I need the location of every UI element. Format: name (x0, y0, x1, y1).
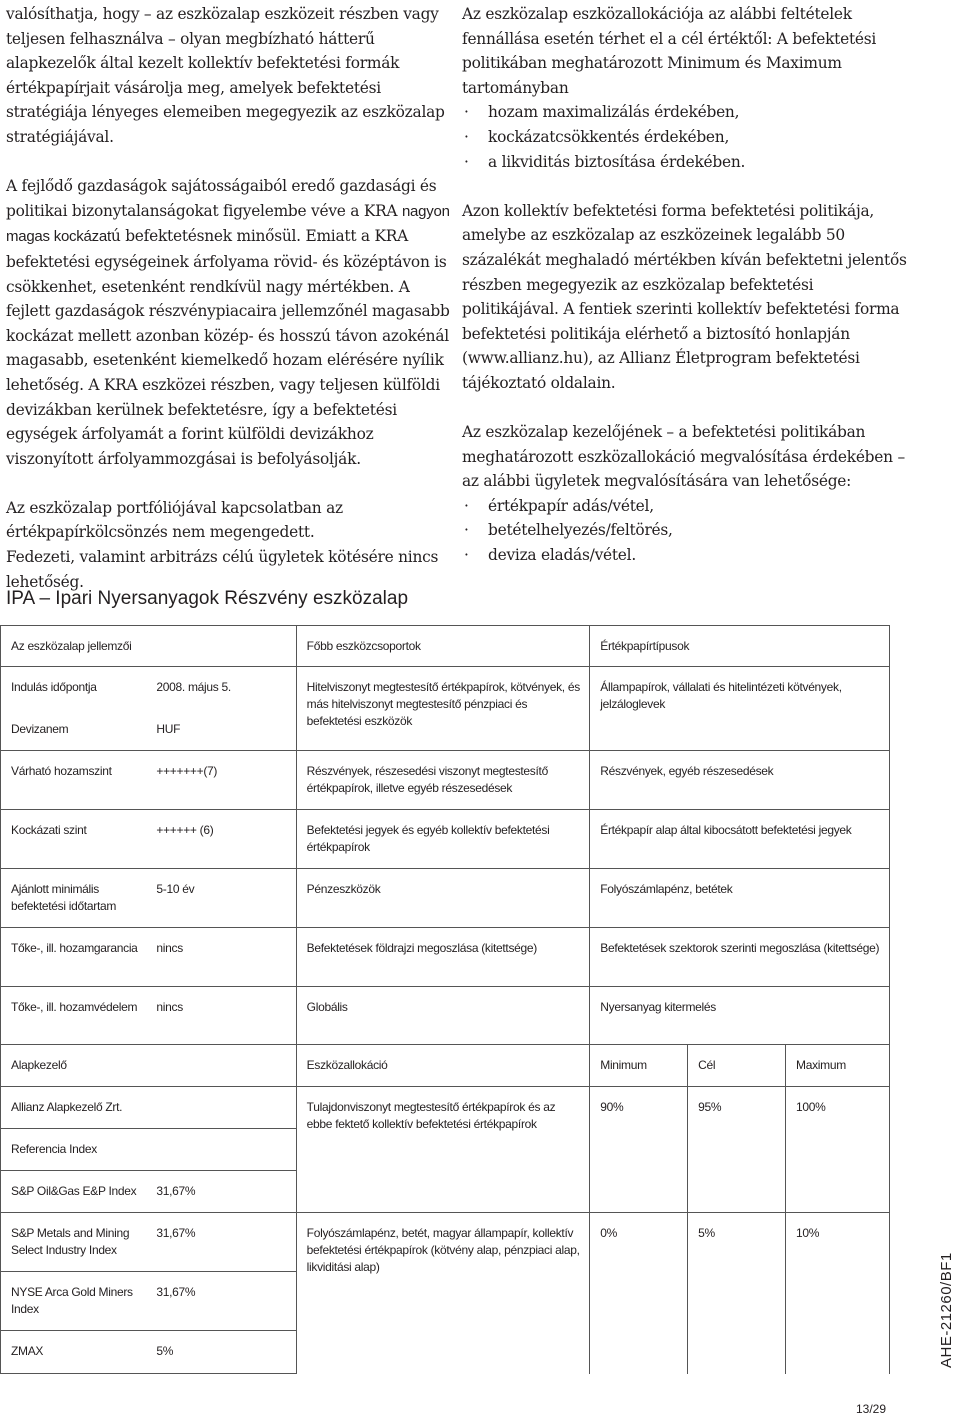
left-p2-emphasis: nagyon magas kockázat (6, 202, 450, 246)
table-cell: Globális (296, 987, 590, 1045)
page-number: 13/29 (856, 1402, 887, 1416)
header-cell: Eszközallokáció (296, 1045, 590, 1087)
left-paragraph-4: Fedezeti, valamint arbitrázs célú ügyletek kötésére nincs lehetőség. (6, 548, 439, 591)
table-row (1, 869, 890, 928)
section-title: IPA – Ipari Nyersanyagok Részvény eszközalap (6, 588, 409, 609)
table-cell: S&P Oil&Gas E&P Index (1, 1171, 147, 1213)
table-row (1, 928, 890, 987)
table-cell: 5% (146, 1331, 296, 1374)
list-item: · kockázatcsökkentés érdekében, (462, 125, 907, 150)
table-cell: Indulás időpontja (1, 667, 147, 709)
table-cell: Részvények, egyéb részesedések (590, 751, 890, 810)
table-cell: Hitelviszonyt megtestesítő értékpapírok, kötvények, és más hitelviszonyt megtestesítő pénzpiaci és befektetési eszközök (296, 667, 590, 751)
table-cell: 31,67% (146, 1213, 296, 1272)
table-cell: nincs (146, 987, 296, 1045)
table-cell: nincs (146, 928, 296, 987)
table-cell: Pénzeszközök (296, 869, 590, 928)
list-item: · betételhelyezés/feltörés, (462, 518, 907, 543)
header-cell: Az eszközalap jellemzői (1, 626, 297, 667)
table-cell: Értékpapír alap által kibocsátott befektetési jegyek (590, 810, 890, 869)
table-cell: 100% (786, 1087, 890, 1213)
left-paragraph-1: valósíthatja, hogy – az eszközalap eszközeit részben vagy teljesen felhasználva – olyan megbízható hátterű alapkezelők által kezelt kollektív befektetési formák értékpapírjait vásárolja meg, amelyek befektetési stratégiája lényeges elemeiben megegyezik az eszközalap stratégiájával. (6, 5, 445, 146)
table-cell: Tőke-, ill. hozamvédelem (1, 987, 147, 1045)
table-row (1, 987, 890, 1045)
table-cell: Nyersanyag kitermelés (590, 987, 890, 1045)
table-cell: Folyószámlapénz, betét, magyar állampapír, kollektív befektetési értékpapírok (kötvény alap, pénzpiaci alap, likviditási alap) (296, 1213, 590, 1374)
header-cell: Értékpapírtípusok (590, 626, 890, 667)
table-cell: +++++++(7) (146, 751, 296, 810)
table-cell: NYSE Arca Gold Miners Index (1, 1272, 147, 1331)
header-cell: Maximum (786, 1045, 890, 1087)
header-cell: Alapkezelő (1, 1045, 297, 1087)
table-cell: Folyószámlapénz, betétek (590, 869, 890, 928)
right-list-2 (462, 494, 907, 568)
table-cell: Befektetések földrajzi megoszlása (kitettsége) (296, 928, 590, 987)
right-paragraph-1: Az eszközalap eszközallokációja az alábbi feltételek fennállása esetén térhet el a cél értéktől: A befektetési politikában meghatározott Minimum és Maximum tartományban (462, 5, 877, 97)
table-cell: Allianz Alapkezelő Zrt. (1, 1087, 297, 1129)
fund-info-table (0, 625, 890, 1374)
table-row (1, 810, 890, 869)
table-row (1, 1045, 890, 1087)
table-cell: Részvények, részesedési viszonyt megtestesítő értékpapírok, illetve egyéb részesedések (296, 751, 590, 810)
list-item: · hozam maximalizálás érdekében, (462, 100, 907, 125)
table-cell: S&P Metals and Mining Select Industry Index (1, 1213, 147, 1272)
table-cell: Devizanem (1, 709, 147, 751)
left-p2-text-c: ú befektetésnek minősül. Emiatt a KRA befektetési egységeinek árfolyama rövid- és középtávon is csökkenhet, esetenként rendkívül nagy mértékben. A fejlett gazdaságok részvénypiacaira jellemzőnél magasabb kockázat mellett azonban közép- és hosszú távon azokénál magasabb, esetenként kiemelkedő hozam elérésére nyílik lehetőség. A KRA eszközei részben, vagy teljesen külföldi devizákban kerülnek befektetésre, így a befektetési egységek árfolyamát a forint külföldi devizákhoz viszonyított árfolyammozgásai is befolyásolják. (6, 227, 450, 468)
left-paragraph-2 (6, 174, 450, 471)
list-item: · a likviditás biztosítása érdekében. (462, 150, 907, 175)
list-item: · deviza eladás/vétel. (462, 543, 907, 568)
document-code: AHE-21260/BF1 (938, 1252, 955, 1368)
table-row (1, 626, 890, 667)
right-paragraph-3: Az eszközalap kezelőjének – a befektetési politikában meghatározott eszközallokáció megvalósítása érdekében – az alábbi ügyletek megvalósítására van lehetősége: (462, 423, 905, 491)
table-cell: ZMAX (1, 1331, 147, 1374)
left-p2-text-a: A fejlődő gazdaságok sajátosságaiból eredő gazdasági és politikai bizonytalanságokat figyelembe véve a KRA (6, 177, 437, 220)
table-cell: ++++++ (6) (146, 810, 296, 869)
table-cell: Referencia Index (1, 1129, 297, 1171)
table-cell: 0% (590, 1213, 688, 1374)
left-column (6, 2, 450, 619)
table-row (1, 751, 890, 810)
header-cell: Minimum (590, 1045, 688, 1087)
table-cell: Várható hozamszint (1, 751, 147, 810)
header-cell: Főbb eszközcsoportok (296, 626, 590, 667)
table-cell: 2008. május 5. (146, 667, 296, 709)
table-cell: 5% (688, 1213, 786, 1374)
table-cell: Befektetések szektorok szerinti megoszlása (kitettsége) (590, 928, 890, 987)
table-cell: 5-10 év (146, 869, 296, 928)
table-cell: HUF (156, 721, 181, 736)
right-column (462, 2, 907, 592)
table-cell: Kockázati szint (1, 810, 147, 869)
list-item: · értékpapír adás/vétel, (462, 494, 907, 519)
table-cell: 31,67% (146, 1272, 296, 1331)
right-paragraph-2: Azon kollektív befektetési forma befektetési politikája, amelybe az eszközalap az eszközeinek legalább 50 százalékát meghaladó mértékben kíván befektetni jelentős részben megegyezik az eszközalap befektetési politikájával. A fentiek szerinti kollektív befektetési forma befektetési politikája elérhető a biztosító honlapján (www.allianz.hu), az Allianz Életprogram befektetési tájékoztató oldalain. (462, 201, 907, 392)
table-cell: Tőke-, ill. hozamgarancia (1, 928, 147, 987)
table-cell: Ajánlott minimális befektetési időtartam (1, 869, 147, 928)
table-cell: 90% (590, 1087, 688, 1213)
table-row (1, 1213, 890, 1272)
right-list-1 (462, 100, 907, 174)
table-cell: 31,67% (146, 1171, 296, 1213)
table-cell: 10% (786, 1213, 890, 1374)
table-cell: Tulajdonviszonyt megtestesítő értékpapírok és az ebbe fektető kollektív befektetési értékpapírok (296, 1087, 590, 1213)
table-row (1, 1087, 890, 1129)
header-cell: Cél (688, 1045, 786, 1087)
table-cell: Állampapírok, vállalati és hitelintézeti kötvények, jelzáloglevek (590, 667, 890, 751)
table-cell: 95% (688, 1087, 786, 1213)
table-row (1, 667, 890, 709)
table-cell: Befektetési jegyek és egyéb kollektív befektetési értékpapírok (296, 810, 590, 869)
left-paragraph-3: Az eszközalap portfóliójával kapcsolatban az értékpapírkölcsönzés nem megengedett. (6, 498, 343, 542)
